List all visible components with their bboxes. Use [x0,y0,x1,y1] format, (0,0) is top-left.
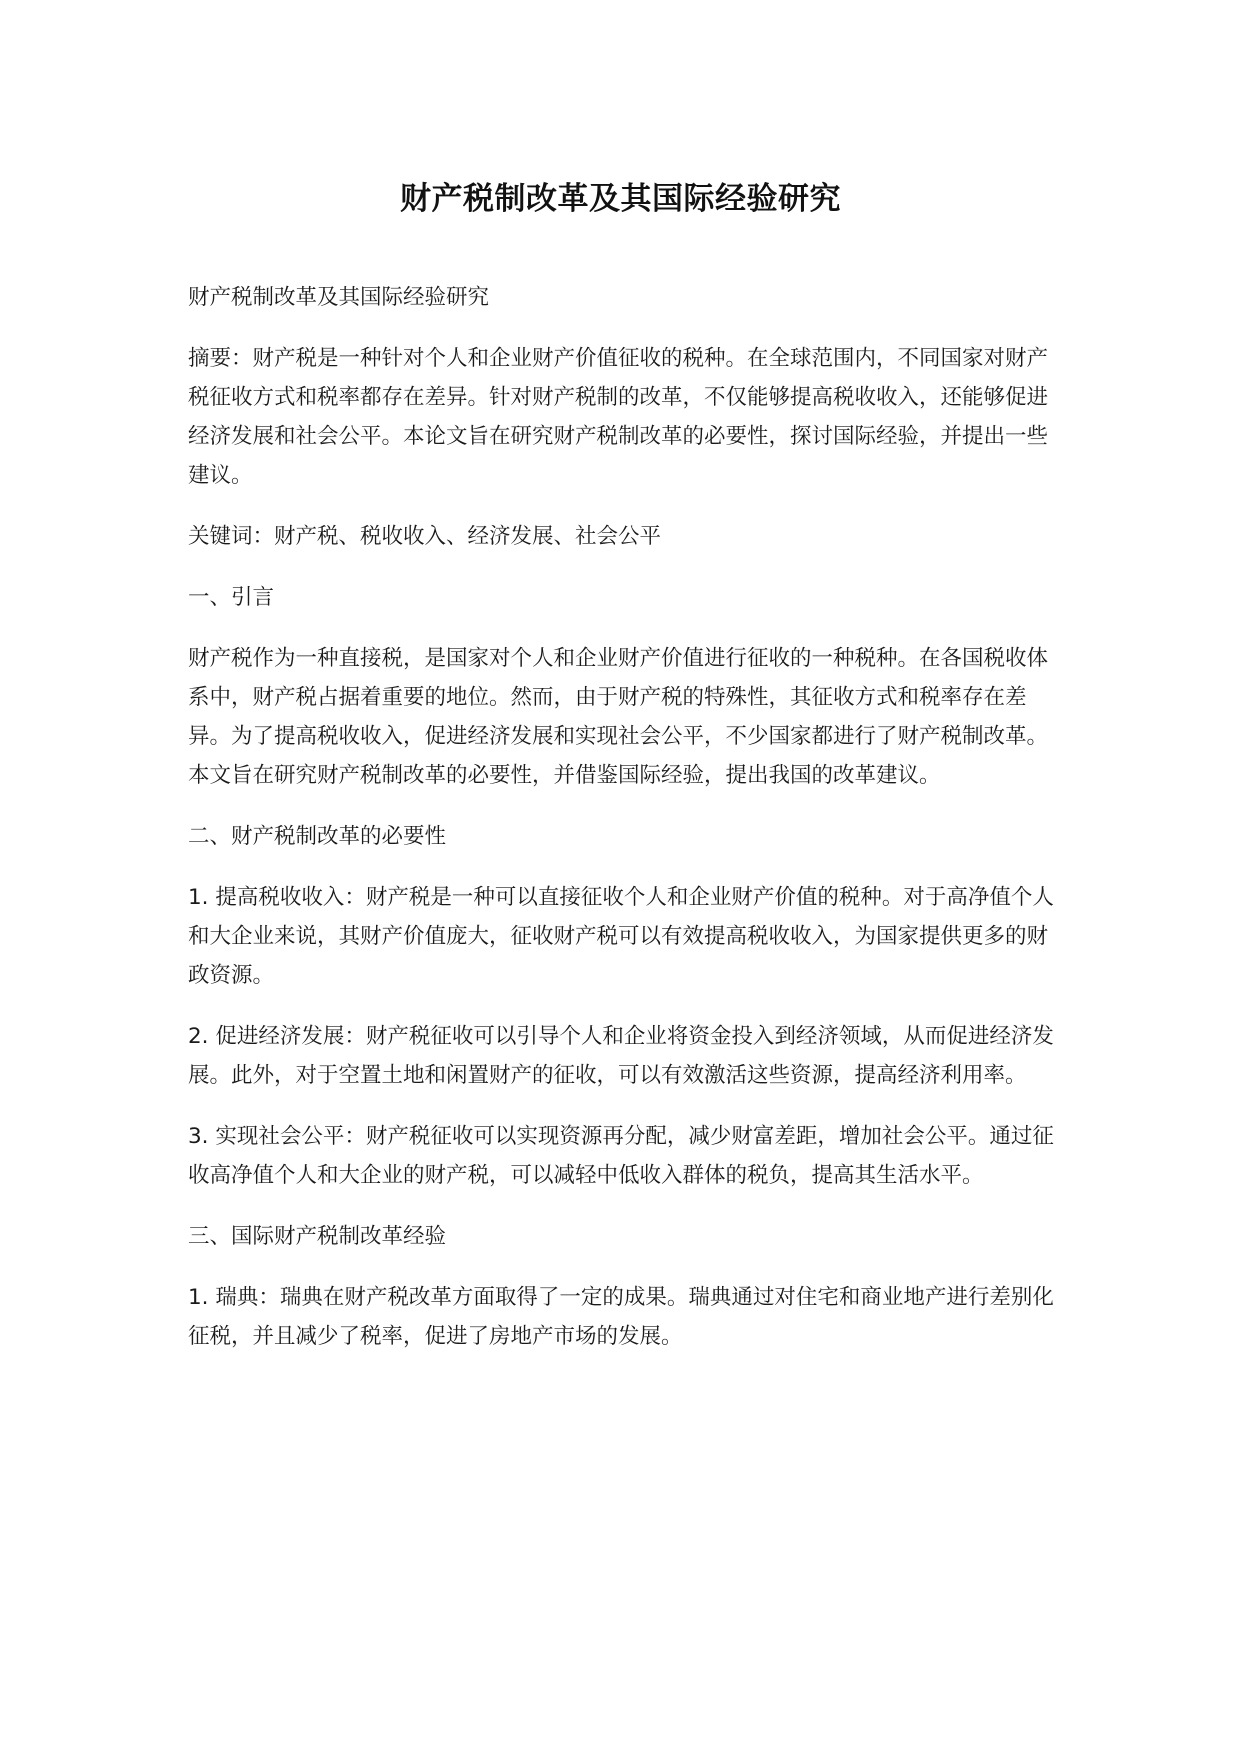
keywords-paragraph: 关键词：财产税、税收收入、经济发展、社会公平 [188,524,662,549]
document-title: 财产税制改革及其国际经验研究 [400,181,841,217]
subtitle-paragraph: 财产税制改革及其国际经验研究 [188,285,490,310]
document-body [188,278,1068,1378]
section-heading-introduction: 一、引言 [188,585,275,610]
section-heading-international: 三、国际财产税制改革经验 [188,1224,447,1249]
international-item-1: 1. 瑞典：瑞典在财产税改革方面取得了一定的成果。瑞典通过对住宅和商业地产进行差别化征税，并且减少了税率，促进了房地产市场的发展。 [188,1285,1054,1349]
necessity-item-3: 3. 实现社会公平：财产税征收可以实现资源再分配，减少财富差距，增加社会公平。通过征收高净值个人和大企业的财产税，可以减轻中低收入群体的税负，提高其生活水平。 [188,1124,1054,1188]
necessity-item-2: 2. 促进经济发展：财产税征收可以引导个人和企业将资金投入到经济领域，从而促进经济发展。此外，对于空置土地和闲置财产的征收，可以有效激活这些资源，提高经济利用率。 [188,1024,1054,1088]
abstract-paragraph: 摘要：财产税是一种针对个人和企业财产价值征收的税种。在全球范围内，不同国家对财产税征收方式和税率都存在差异。针对财产税制的改革，不仅能够提高税收收入，还能够促进经济发展和社会公平。本论文旨在研究财产税制改革的必要性，探讨国际经验，并提出一些建议。 [188,346,1049,488]
necessity-item-1: 1. 提高税收收入：财产税是一种可以直接征收个人和企业财产价值的税种。对于高净值个人和大企业来说，其财产价值庞大，征收财产税可以有效提高税收收入，为国家提供更多的财政资源。 [188,885,1054,988]
section-heading-necessity: 二、财产税制改革的必要性 [188,824,447,849]
introduction-paragraph: 财产税作为一种直接税，是国家对个人和企业财产价值进行征收的一种税种。在各国税收体系中，财产税占据着重要的地位。然而，由于财产税的特殊性，其征收方式和税率存在差异。为了提高税收收入，促进经济发展和实现社会公平，不少国家都进行了财产税制改革。本文旨在研究财产税制改革的必要性，并借鉴国际经验，提出我国的改革建议。 [188,646,1049,788]
